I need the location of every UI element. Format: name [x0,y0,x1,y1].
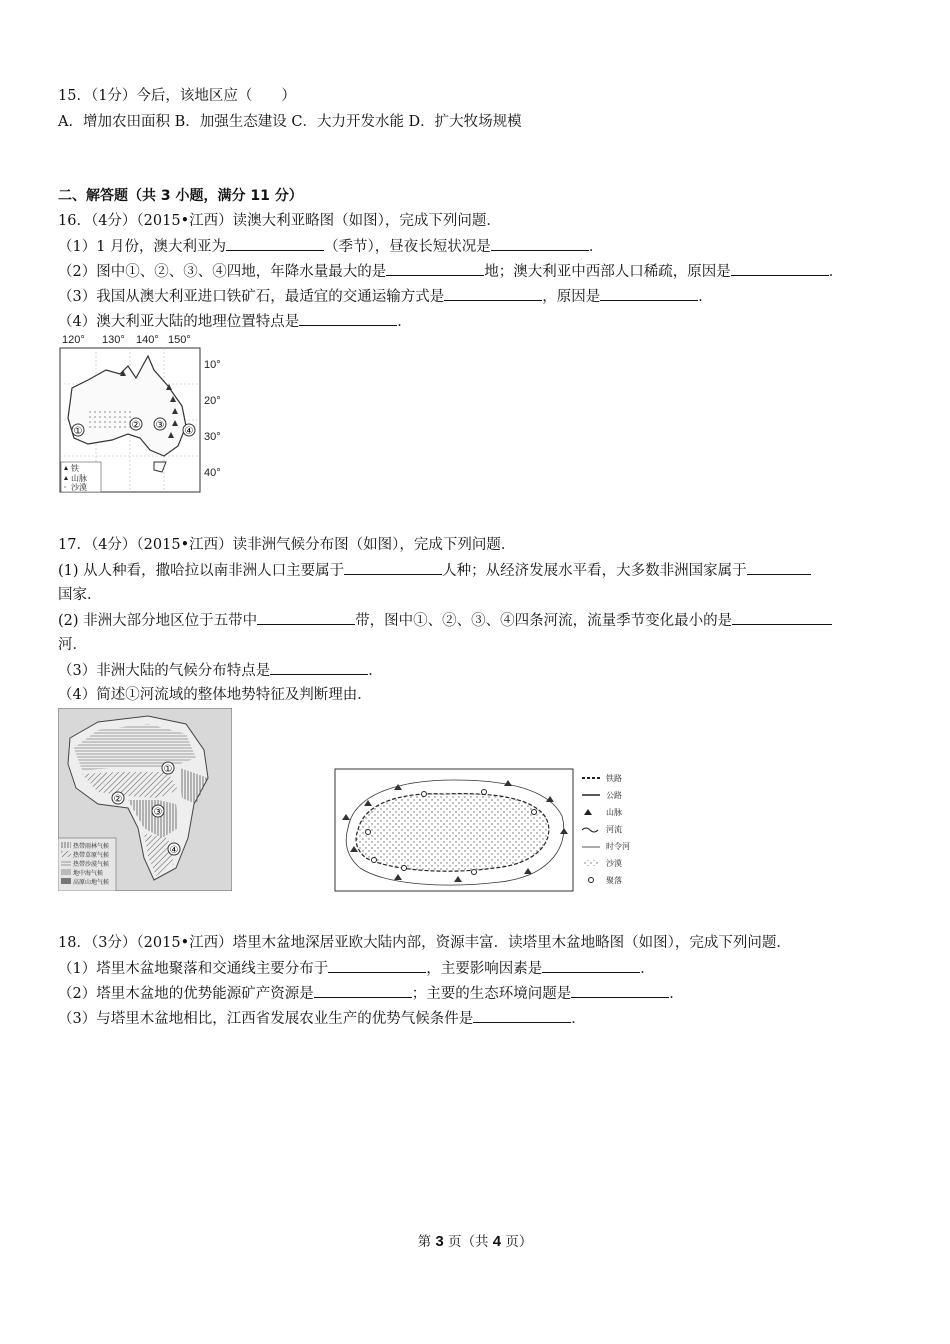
lat-label: 20° [204,395,221,407]
lon-label: 120° [62,334,85,346]
answer-blank[interactable] [344,560,442,575]
answer-blank[interactable] [571,983,669,998]
q18-part3: （3）与塔里木盆地相比，江西省发展农业生产的优势气候条件是 ． [58,1008,586,1029]
svg-text:山脉: 山脉 [606,808,622,817]
q17-part2-cont: 河． [58,637,87,653]
australia-map [58,330,228,494]
q18-part1: （1）塔里木盆地聚落和交通线主要分布于 ，主要影响因素是 ． [58,958,655,979]
q17-part2: (2) 非洲大部分地区位于五带中 带，图中①、②、③、④四条河流，流量季节变化最小的是 [58,610,832,631]
marker-3: ③ [153,807,163,818]
answer-blank[interactable] [314,983,412,998]
continent-outline [68,356,186,456]
svg-text:热带雨林气候: 热带雨林气候 [73,843,110,850]
answer-blank[interactable] [491,236,589,251]
lat-label: 30° [204,431,221,443]
marker-1: ① [73,426,83,437]
marker-2: ② [113,794,123,805]
marker-1: ① [163,764,173,775]
lon-label: 140° [136,334,159,346]
answer-blank[interactable] [444,286,542,301]
q17-part4: （4）简述①河流域的整体地势特征及判断理由． [58,687,372,703]
answer-blank[interactable] [299,311,397,326]
svg-text:聚落: 聚落 [606,876,622,885]
q18-part2: （2）塔里木盆地的优势能源矿产资源是 ；主要的生态环境问题是 ． [58,983,684,1004]
answer-blank[interactable] [732,610,832,625]
page-number: 3 [435,1233,444,1250]
page-total: 4 [492,1233,502,1250]
q17-stem: 17．（4分）（2015•江西）读非洲气候分布图（如图），完成下列问题． [58,537,516,553]
answer-blank[interactable] [600,286,698,301]
answer-blank[interactable] [257,610,355,625]
svg-text:铁: 铁 [71,464,79,473]
page-footer: 第 3 页（共 4 页） [417,1233,533,1250]
africa-climate-map [58,708,232,891]
svg-text:山脉: 山脉 [71,474,87,483]
svg-text:铁路: 铁路 [606,774,622,783]
q15-options: A．增加农田面积 B．加强生态建设 C．大力开发水能 D．扩大牧场规模 [58,114,522,130]
q16-stem: 16．（4分）（2015•江西）读澳大利亚略图（如图），完成下列问题． [58,213,501,229]
section-title: 二、解答题（共 3 小题，满分 11 分） [58,188,303,204]
lon-label: 130° [102,334,125,346]
answer-blank[interactable] [473,1008,571,1023]
answer-blank[interactable] [747,560,811,575]
answer-blank[interactable] [226,236,324,251]
svg-text:热带沙漠气候: 热带沙漠气候 [73,861,110,868]
q17-part3: （3）非洲大陆的气候分布特点是 ． [58,660,383,681]
q16-part1: （1）1 月份，澳大利亚为 （季节），昼夜长短状况是 ． [58,236,603,257]
marker-4: ④ [169,845,179,856]
q16-part4: （4）澳大利亚大陆的地理位置特点是 ． [58,311,412,332]
q16-part2: （2）图中①、②、③、④四地，年降水量最大的是 地；澳大利亚中西部人口稀疏，原因是 ． [58,261,843,282]
answer-blank[interactable] [270,660,368,675]
answer-blank[interactable] [542,958,640,973]
svg-text:时令河: 时令河 [606,842,630,851]
q17-part1: (1) 从人种看，撒哈拉以南非洲人口主要属于 人种；从经济发展水平看，大多数非洲国家属于 [58,560,811,581]
q15-stem: 15．（1分）今后，该地区应（ ） [58,88,296,104]
svg-text:热带草原气候: 热带草原气候 [73,852,110,859]
marker-3: ③ [155,420,165,431]
map-legend [61,462,101,492]
q17-part1-cont: 国家． [58,587,102,603]
basin-outline [356,794,549,872]
q16-part3: （3）我国从澳大利亚进口铁矿石，最适宜的交通运输方式是 ，原因是 ． [58,286,713,307]
lat-label: 40° [204,467,221,479]
lat-label: 10° [204,359,221,371]
lon-label: 150° [168,334,191,346]
svg-text:地中海气候: 地中海气候 [73,870,104,877]
map-legend [58,838,116,891]
answer-blank[interactable] [328,958,426,973]
tarim-basin-map [334,768,656,892]
marker-4: ④ [184,426,194,437]
svg-text:高原山地气候: 高原山地气候 [73,879,110,886]
answer-blank[interactable] [386,261,484,276]
q18-stem: 18．（3分）（2015•江西）塔里木盆地深居亚欧大陆内部，资源丰富．读塔里木盆地略图（如图），完成下列问题． [58,935,791,951]
marker-2: ② [131,420,141,431]
desert-area [86,408,134,430]
svg-text:河流: 河流 [606,825,622,834]
tarim-legend [582,773,630,885]
answer-blank[interactable] [731,261,829,276]
svg-text:公路: 公路 [606,791,622,800]
svg-text:沙漠: 沙漠 [71,483,87,492]
svg-text:沙漠: 沙漠 [606,859,622,868]
